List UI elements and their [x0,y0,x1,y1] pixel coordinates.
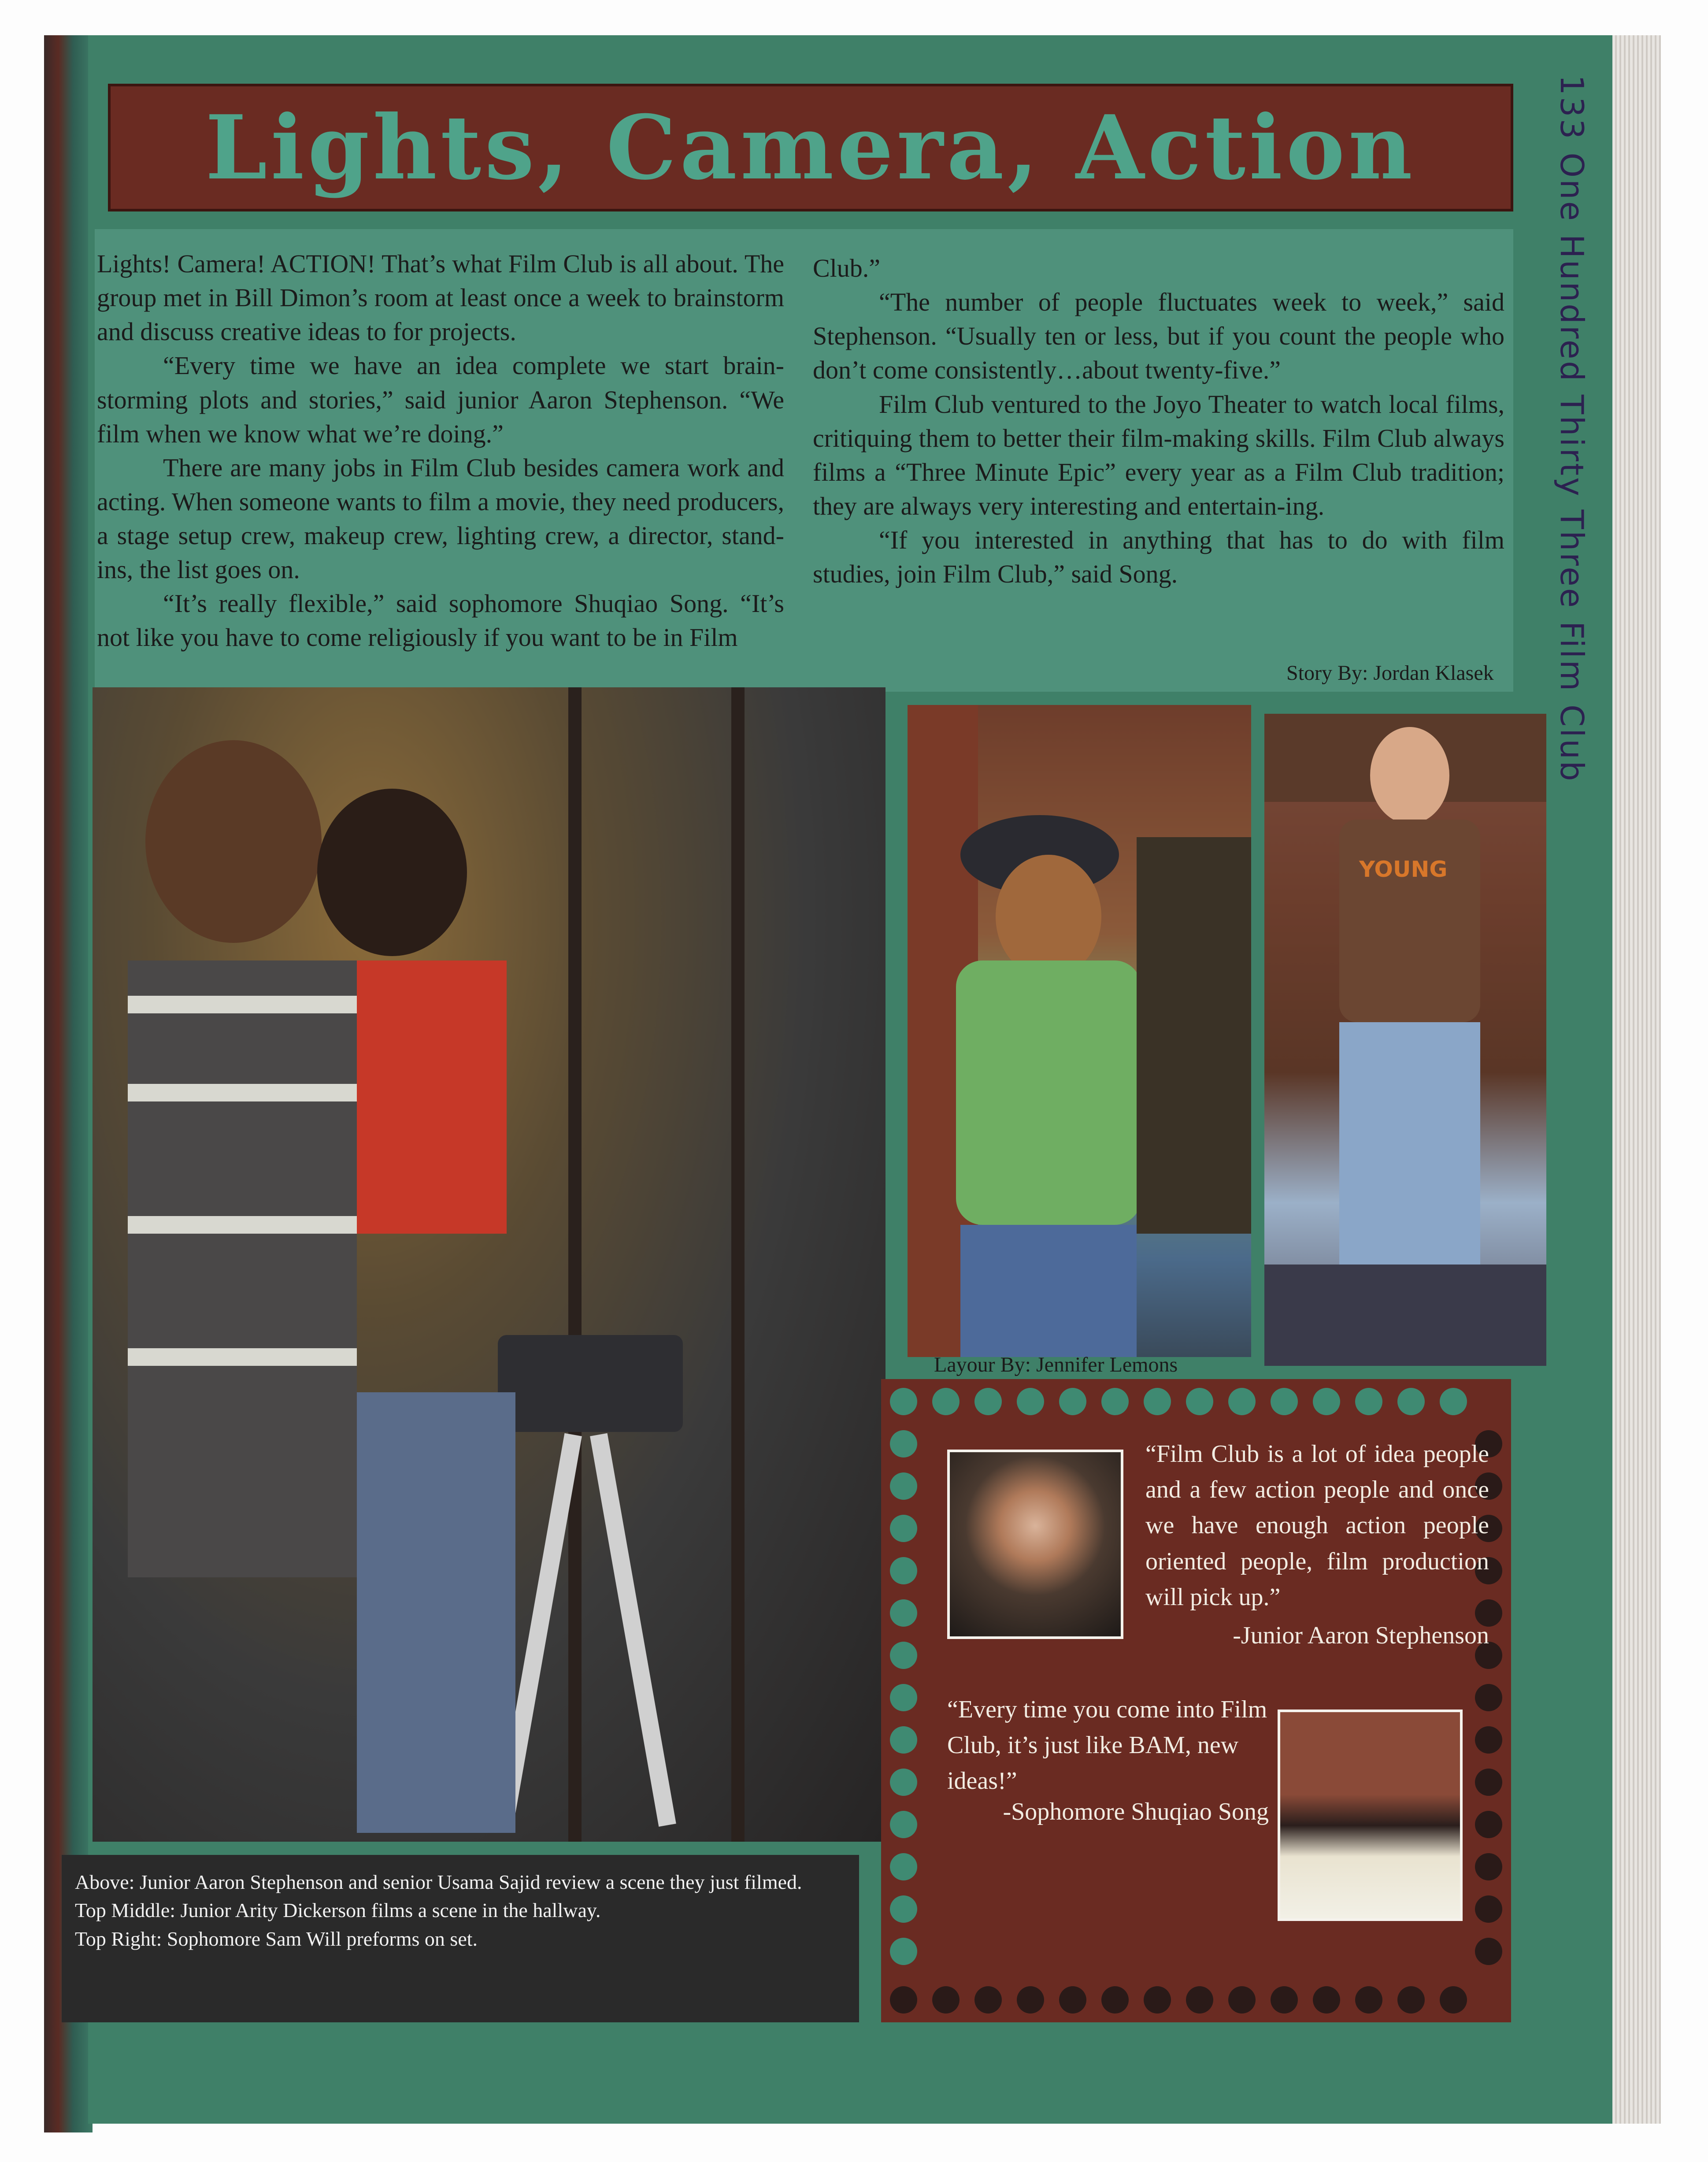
story-column-2 [813,251,1504,591]
border-dot [1313,1388,1340,1415]
border-dot [1101,1388,1129,1415]
border-dot [974,1986,1002,2014]
quote-attribution-shuqiao: -Sophomore Shuqiao Song [1003,1798,1269,1825]
book-binding [44,35,93,2132]
border-dot [890,1557,917,1584]
photo-hallway [908,705,1251,1357]
border-dot [1475,1938,1502,1965]
border-dot [1397,1986,1425,2014]
caption-top-right: Top Right: Sophomore Sam Will preforms on set. [75,1927,478,1950]
story-paragraph: “It’s really flexible,” said sophomore Shuqiao Song. “It’s not like you have to come religiously if you want to be in Film [97,589,784,652]
border-dot [1271,1986,1298,2014]
border-dot [890,1599,917,1627]
quote-attribution-aaron: -Junior Aaron Stephenson [1233,1622,1489,1649]
border-dot [1059,1388,1086,1415]
page-number-label [1533,66,1595,783]
border-dot [1186,1388,1213,1415]
border-dot [1059,1986,1086,2014]
story-column-1 [97,247,784,655]
story-paragraph: There are many jobs in Film Club besides camera work and acting. When someone wants to film a movie, they need producers, a stage setup crew, makeup crew, lighting crew, a director, stand-ins, the list goes on. [97,453,784,584]
border-dot [1228,1388,1256,1415]
border-dot [1475,1895,1502,1923]
border-dot [1228,1986,1256,2014]
portrait-shuqiao-song [1278,1710,1463,1921]
border-dot [890,1684,917,1711]
story-paragraph: Film Club ventured to the Joyo Theater to watch local films, critiquing them to better their film-making skills. Film Club always films a “Three Minute Epic” every year as a Film Club tradition; they are always very interesting and entertain-ing. [813,389,1504,520]
border-dot [890,1515,917,1542]
photo-hallway-art [908,705,1251,1357]
caption-above: Above: Junior Aaron Stephenson and senior Usama Sajid review a scene they just filmed. [75,1871,802,1893]
story-paragraph: Lights! Camera! ACTION! That’s what Film Club is all about. The group met in Bill Dimon’s room at least once a week to brainstorm and discuss creative ideas to for projects. [97,249,784,346]
border-dot [1186,1986,1213,2014]
quote-shuqiao: “Every time you come into Film Club, it’s just like BAM, new ideas!” [947,1696,1267,1795]
photo-on-set-art [1264,714,1546,1366]
border-dot [974,1388,1002,1415]
border-dot [890,1642,917,1669]
border-dot [890,1895,917,1923]
story-paragraph: “The number of people fluctuates week to week,” said Stephenson. “Usually ten or less, but if you count the people who don’t come consistently…about twenty-five.” [813,288,1504,385]
border-dot [1144,1388,1171,1415]
photo-captions [62,1855,859,2022]
border-dot [1017,1986,1044,2014]
border-dot [932,1986,960,2014]
page-edges [1612,35,1661,2124]
border-dot [890,1938,917,1965]
border-dot [1475,1811,1502,1838]
layout-credit: Layour By: Jennifer Lemons [934,1353,1178,1376]
border-dot [890,1986,917,2014]
border-dot [890,1388,917,1415]
border-dot [1355,1388,1382,1415]
border-dot [1101,1986,1129,2014]
border-dot [890,1769,917,1796]
portrait-aaron-stephenson [947,1450,1123,1639]
photo-main-art [93,687,885,1842]
border-dot [890,1726,917,1754]
side-label-text: 133 One Hundred Thirty Three Film Club [1553,75,1590,783]
border-dot [890,1811,917,1838]
border-dot [1440,1986,1467,2014]
photo-on-set [1264,714,1546,1366]
story-paragraph: Club.” [813,254,881,282]
border-dot [890,1472,917,1500]
story-credit: Story By: Jordan Klasek [1286,661,1494,685]
caption-top-middle: Top Middle: Junior Arity Dickerson films a scene in the hallway. [75,1899,601,1922]
border-dot [1144,1986,1171,2014]
border-dot [1475,1726,1502,1754]
border-dot [1397,1388,1425,1415]
border-dot [932,1388,960,1415]
border-dot [890,1430,917,1457]
story-paragraph: “Every time we have an idea complete we start brain-storming plots and stories,” said junior Aaron Stephenson. “We film when we know what we’re doing.” [97,351,784,448]
border-dot [1355,1986,1382,2014]
border-dot [890,1853,917,1880]
border-dot [1475,1853,1502,1880]
border-dot [1313,1986,1340,2014]
border-dot [1475,1684,1502,1711]
page-title: Lights, Camera, Action [205,96,1416,200]
story-paragraph: “If you interested in anything that has to do with film studies, join Film Club,” said Song. [813,526,1504,589]
border-dot [1271,1388,1298,1415]
shirt-graphic: YOUNG [1359,857,1448,882]
photo-main [93,687,885,1842]
border-dot [1440,1388,1467,1415]
quote-aaron: “Film Club is a lot of idea people and a few action people and once we have enough action people oriented people, film production will pick up.” [1145,1440,1489,1611]
border-dot [1017,1388,1044,1415]
border-dot [1475,1769,1502,1796]
